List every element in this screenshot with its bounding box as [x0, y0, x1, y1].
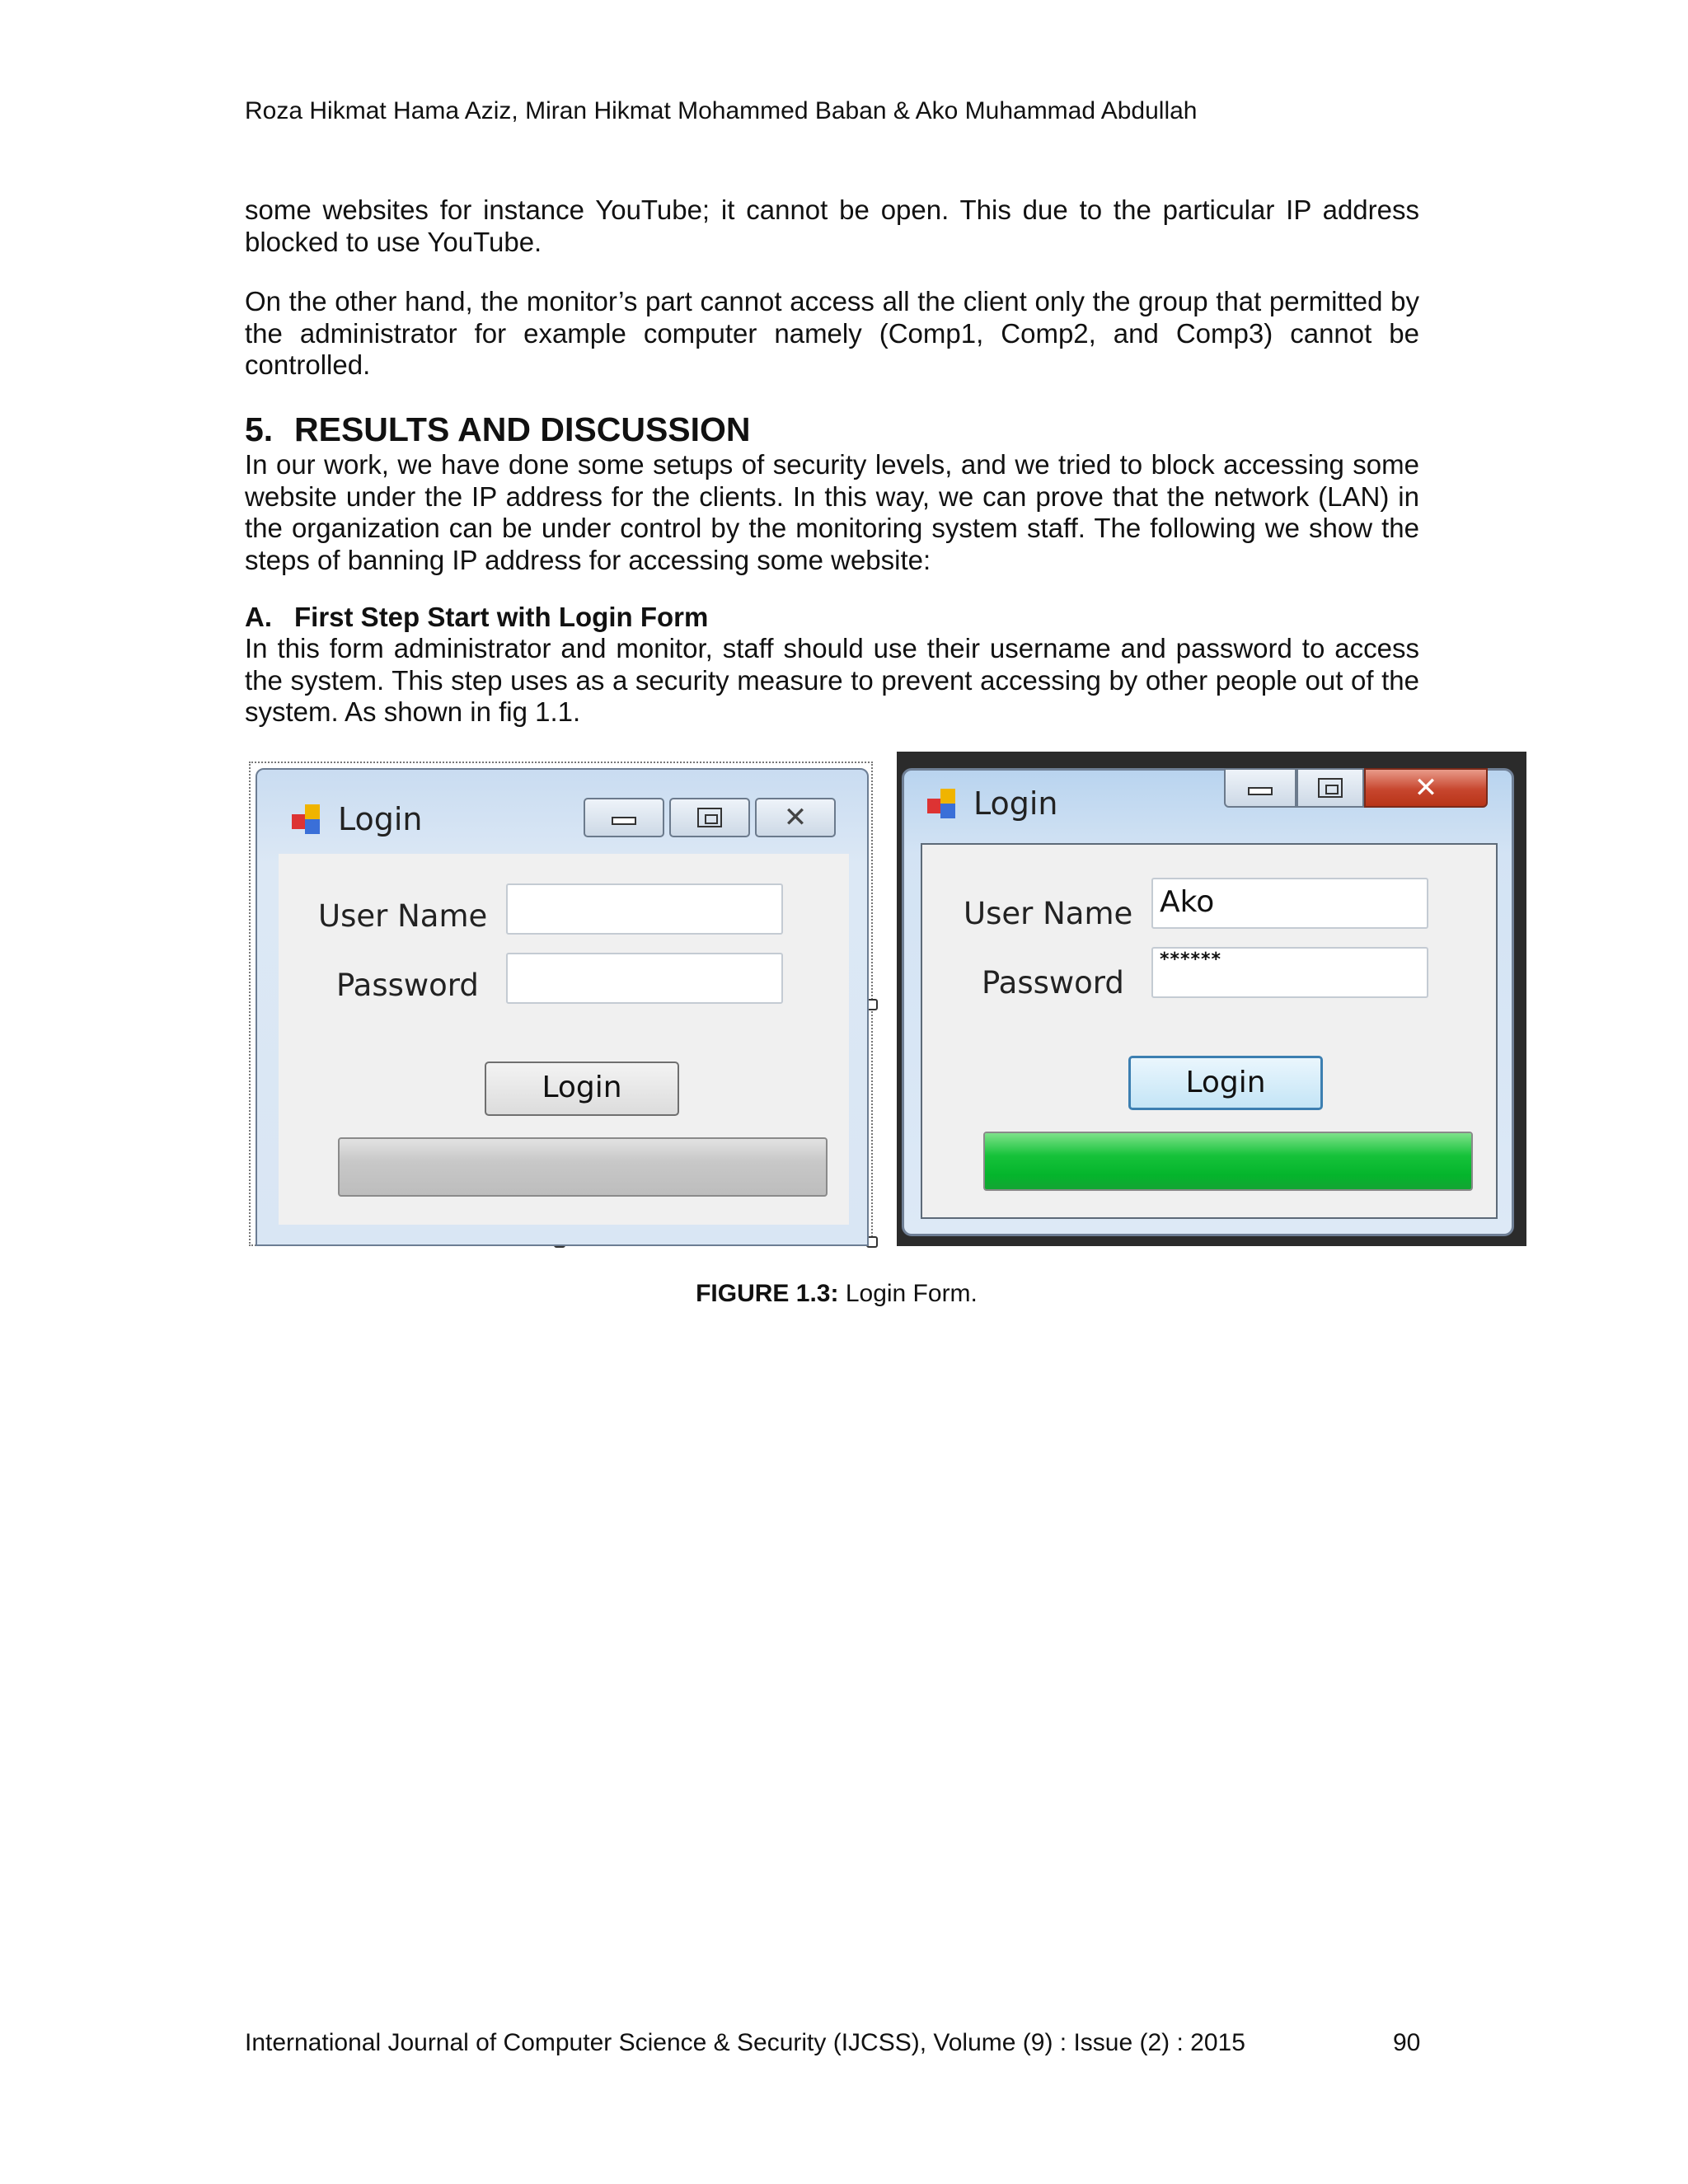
username-field[interactable] [506, 883, 783, 935]
login-window-runtime [902, 768, 1514, 1236]
username-label: User Name [964, 896, 1133, 931]
close-icon: ✕ [783, 801, 808, 834]
progress-fill [985, 1133, 1471, 1189]
caption-text: Login Form. [838, 1280, 978, 1307]
minimize-button[interactable] [1224, 768, 1296, 808]
username-label: User Name [318, 898, 488, 934]
form-icon [927, 789, 960, 822]
paragraph: On the other hand, the monitor’s part cannot access all the client only the group that permitted by the administrator for example computer namely (Comp1, Comp2, and Comp3) cannot be controlled. [245, 286, 1419, 380]
login-button[interactable]: Login [1128, 1056, 1323, 1110]
window-title: Login [973, 785, 1058, 822]
figure-caption [0, 1280, 1673, 1308]
section-number: 5. [245, 410, 274, 448]
page-number: 90 [1393, 2029, 1421, 2056]
maximize-icon [1318, 778, 1343, 798]
minimize-icon [1248, 787, 1273, 795]
maximize-button[interactable] [1296, 768, 1364, 808]
caption-buttons [1224, 768, 1488, 808]
password-label: Password [336, 968, 479, 1003]
username-field[interactable]: Ako [1151, 878, 1428, 929]
login-window-runtime-backdrop [897, 752, 1526, 1246]
close-button[interactable] [1364, 768, 1488, 808]
subsection-number: A. [245, 602, 272, 632]
subsection-heading [245, 602, 708, 633]
login-progress-bar [983, 1132, 1473, 1191]
running-header: Roza Hikmat Hama Aziz, Miran Hikmat Mohammed Baban & Ako Muhammad Abdullah [245, 97, 1198, 124]
paragraph: In this form administrator and monitor, staff should use their username and password to access the system. This step uses as a security measure to prevent accessing by other people out of the system. As shown in fig 1.1. [245, 633, 1419, 727]
maximize-button[interactable] [669, 798, 750, 837]
login-progress-bar [338, 1137, 828, 1197]
password-label: Password [982, 965, 1124, 1001]
figure-login-form [249, 752, 1526, 1246]
password-field[interactable]: ****** [1151, 947, 1428, 998]
login-window-designer [256, 768, 869, 1246]
form-client-area [279, 854, 849, 1225]
caption-buttons [584, 798, 841, 837]
caption-label: FIGURE 1.3: [696, 1280, 839, 1307]
subsection-title: First Step Start with Login Form [294, 602, 709, 632]
password-field[interactable] [506, 953, 783, 1004]
paragraph: some websites for instance YouTube; it cannot be open. This due to the particular IP address blocked to use YouTube. [245, 194, 1419, 257]
paragraph: In our work, we have done some setups of security levels, and we tried to block accessing some website under the IP address for the clients. In this way, we can prove that the network (LAN) in the organization can be under control by the monitoring system staff. The following we show the steps of banning IP address for accessing some website: [245, 449, 1419, 575]
minimize-button[interactable] [584, 798, 664, 837]
section-heading [245, 410, 751, 449]
login-button[interactable]: Login [485, 1062, 679, 1116]
window-title: Login [338, 801, 423, 837]
journal-footer: International Journal of Computer Science & Security (IJCSS), Volume (9) : Issue (2) : 2015 [245, 2029, 1245, 2056]
close-button[interactable] [755, 798, 836, 837]
form-icon [292, 804, 325, 837]
section-title: RESULTS AND DISCUSSION [294, 410, 751, 448]
form-client-area [921, 843, 1498, 1219]
close-icon: ✕ [1414, 771, 1438, 804]
minimize-icon [612, 817, 636, 825]
maximize-icon [697, 808, 722, 827]
